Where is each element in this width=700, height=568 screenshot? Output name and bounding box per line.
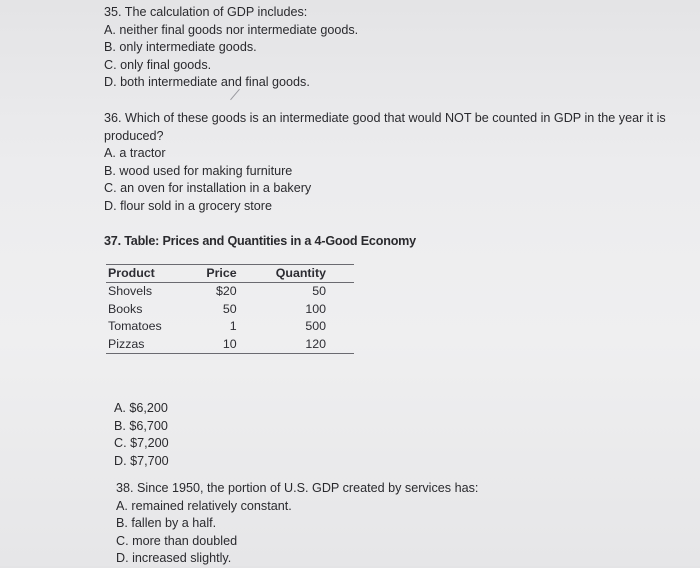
question-36-option-a: A. a tractor (104, 146, 166, 161)
question-37-option-b: B. $6,700 (114, 418, 168, 433)
cell-quantity: 50 (312, 284, 326, 298)
question-36-option-c: C. an oven for installation in a bakery (104, 181, 312, 196)
cell-price: 50 (222, 301, 237, 316)
question-35-option-d: D. both intermediate and final goods. (104, 75, 310, 90)
cell-price: 10 (196, 336, 239, 354)
question-35-option-a: A. neither final goods nor intermediate goods. (104, 22, 359, 37)
question-37-options (114, 400, 169, 470)
cell-product: Books (108, 301, 143, 316)
cell-price: 1 (229, 319, 237, 334)
question-36-option-b: B. wood used for making furniture (104, 163, 293, 178)
question-35 (104, 4, 358, 92)
prices-quantities-table (106, 264, 354, 354)
cell-quantity: 100 (305, 301, 326, 316)
question-37-option-a: A. $6,200 (114, 401, 168, 415)
header-quantity: Quantity (239, 265, 354, 283)
question-37 (104, 233, 416, 251)
question-38-text: 38. Since 1950, the portion of U.S. GDP created by services has: (116, 481, 479, 495)
cell-product: Tomatoes (108, 319, 162, 334)
question-38 (116, 480, 478, 568)
question-37-option-d: D. $7,700 (114, 453, 169, 468)
question-36 (104, 110, 694, 216)
question-35-option-b: B. only intermediate goods. (104, 40, 257, 55)
cell-product: Pizzas (106, 336, 196, 354)
question-38-option-a: A. remained relatively constant. (116, 498, 292, 513)
table-row (106, 336, 354, 354)
question-36-option-d: D. flour sold in a grocery store (104, 198, 272, 213)
table-header-row (106, 265, 354, 283)
question-36-text: 36. Which of these goods is an intermediate good that would NOT be counted in GDP in the year it is produced? (104, 111, 666, 143)
question-37-title: 37. Table: Prices and Quantities in a 4-Good Economy (104, 234, 416, 248)
cell-quantity: 500 (305, 319, 326, 334)
question-35-option-c: C. only final goods. (104, 57, 212, 72)
question-37-option-c: C. $7,200 (114, 436, 169, 451)
question-38-option-c: C. more than doubled (116, 533, 238, 548)
cell-price: $20 (215, 284, 237, 298)
header-product: Product (106, 265, 196, 283)
header-price: Price (196, 265, 239, 283)
table-row (106, 318, 354, 336)
question-38-option-d: D. increased slightly. (116, 551, 232, 566)
cell-product: Shovels (108, 284, 153, 298)
cell-quantity: 120 (239, 336, 354, 354)
question-38-option-b: B. fallen by a half. (116, 516, 217, 531)
question-35-text: 35. The calculation of GDP includes: (104, 5, 308, 19)
table-row (106, 301, 354, 319)
table-row (106, 283, 354, 301)
